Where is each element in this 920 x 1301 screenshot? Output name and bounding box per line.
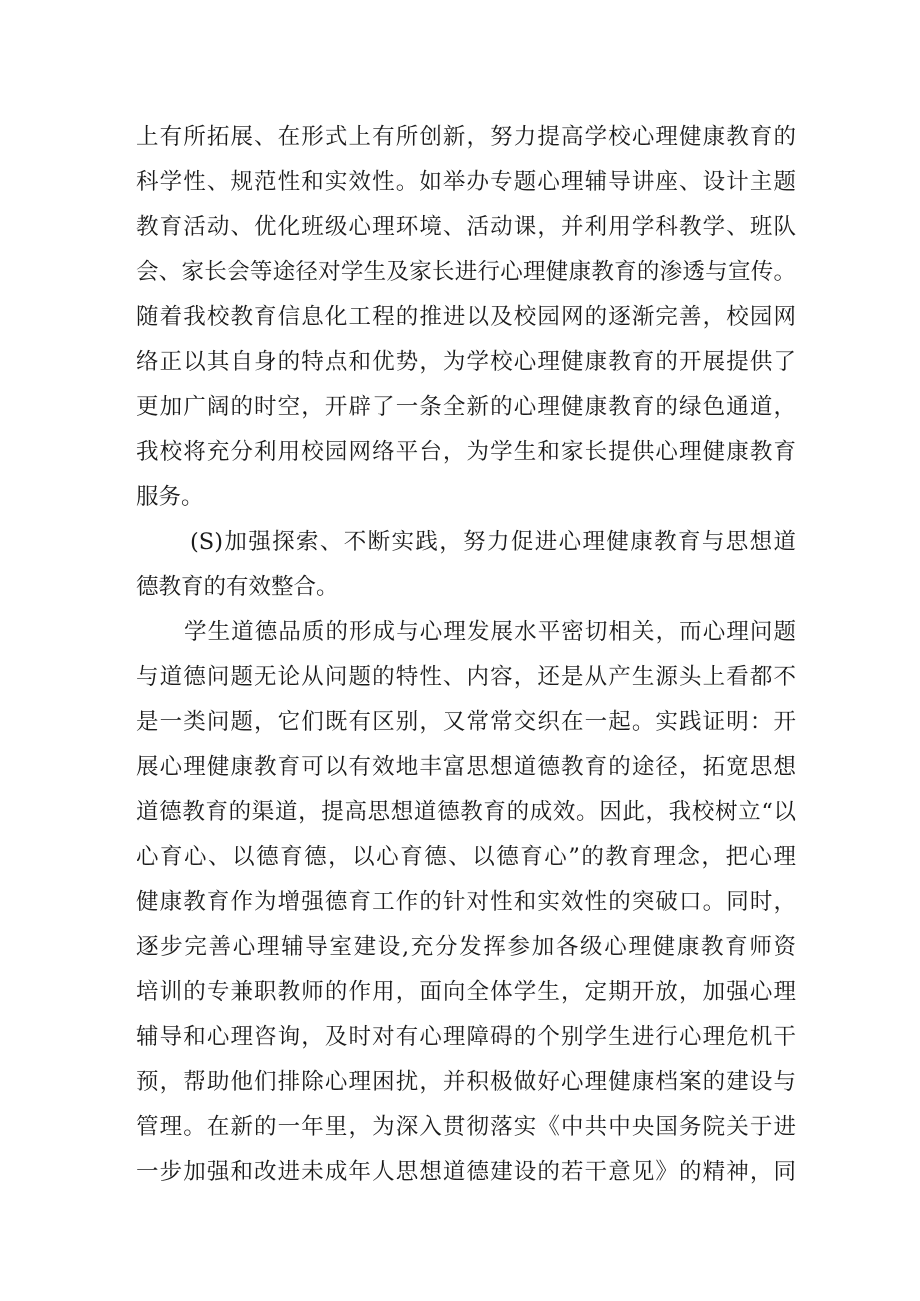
- text-line-18: 健康教育作为增强德育工作的针对性和实效性的突破口。同时，: [136, 889, 796, 915]
- text-line-16: 道德教育的渠道，提高思想道德教育的成效。因此，我校树立“以: [136, 799, 796, 825]
- section-heading-line-2: 德教育的有效整合。: [136, 574, 339, 600]
- text-line-23: 管理。在新的一年里，为深入贯彻落实《中共中央国务院关于进: [136, 1114, 796, 1140]
- text-line-24: 一步加强和改进未成年人思想道德建设的若干意见》的精神，同: [136, 1159, 796, 1185]
- text-line-20: 培训的专兼职教师的作用，面向全体学生，定期开放，加强心理: [136, 979, 796, 1005]
- text-line-21: 辅导和心理咨询，及时对有心理障碍的个别学生进行心理危机干: [136, 1024, 796, 1050]
- text-line-3: 教育活动、优化班级心理环境、活动课，并利用学科教学、班队: [136, 214, 796, 240]
- text-line-22: 预，帮助他们排除心理困扰，并积极做好心理健康档案的建设与: [136, 1069, 796, 1095]
- text-line-7: 更加广阔的时空，开辟了一条全新的心理健康教育的绿色通道，: [136, 394, 796, 420]
- text-line-5: 随着我校教育信息化工程的推进以及校园网的逐渐完善，校园网: [136, 304, 796, 330]
- text-line-14: 是一类问题，它们既有区别，又常常交织在一起。实践证明：开: [136, 709, 796, 735]
- text-line-8: 我校将充分利用校园网络平台，为学生和家长提供心理健康教育: [136, 439, 796, 465]
- text-line-15: 展心理健康教育可以有效地丰富思想道德教育的途径，拓宽思想: [136, 754, 796, 780]
- text-line-12: 学生道德品质的形成与心理发展水平密切相关，而心理问题: [184, 619, 796, 645]
- text-line-2: 科学性、规范性和实效性。如举办专题心理辅导讲座、设计主题: [136, 169, 796, 195]
- text-line-1: 上有所拓展、在形式上有所创新，努力提高学校心理健康教育的: [136, 124, 796, 150]
- text-line-9: 服务。: [136, 484, 204, 510]
- text-line-6: 络正以其自身的特点和优势，为学校心理健康教育的开展提供了: [136, 349, 796, 375]
- section-heading-line-1: (S)加强探索、不断实践，努力促进心理健康教育与思想道: [190, 529, 796, 555]
- text-line-17: 心育心、以德育德，以心育德、以德育心”的教育理念，把心理: [136, 844, 796, 870]
- text-line-13: 与道德问题无论从问题的特性、内容，还是从产生源头上看都不: [136, 664, 796, 690]
- text-line-19: 逐步完善心理辅导室建设,充分发挥参加各级心理健康教育师资: [136, 934, 796, 960]
- text-line-4: 会、家长会等途径对学生及家长进行心理健康教育的渗透与宣传。: [136, 259, 796, 285]
